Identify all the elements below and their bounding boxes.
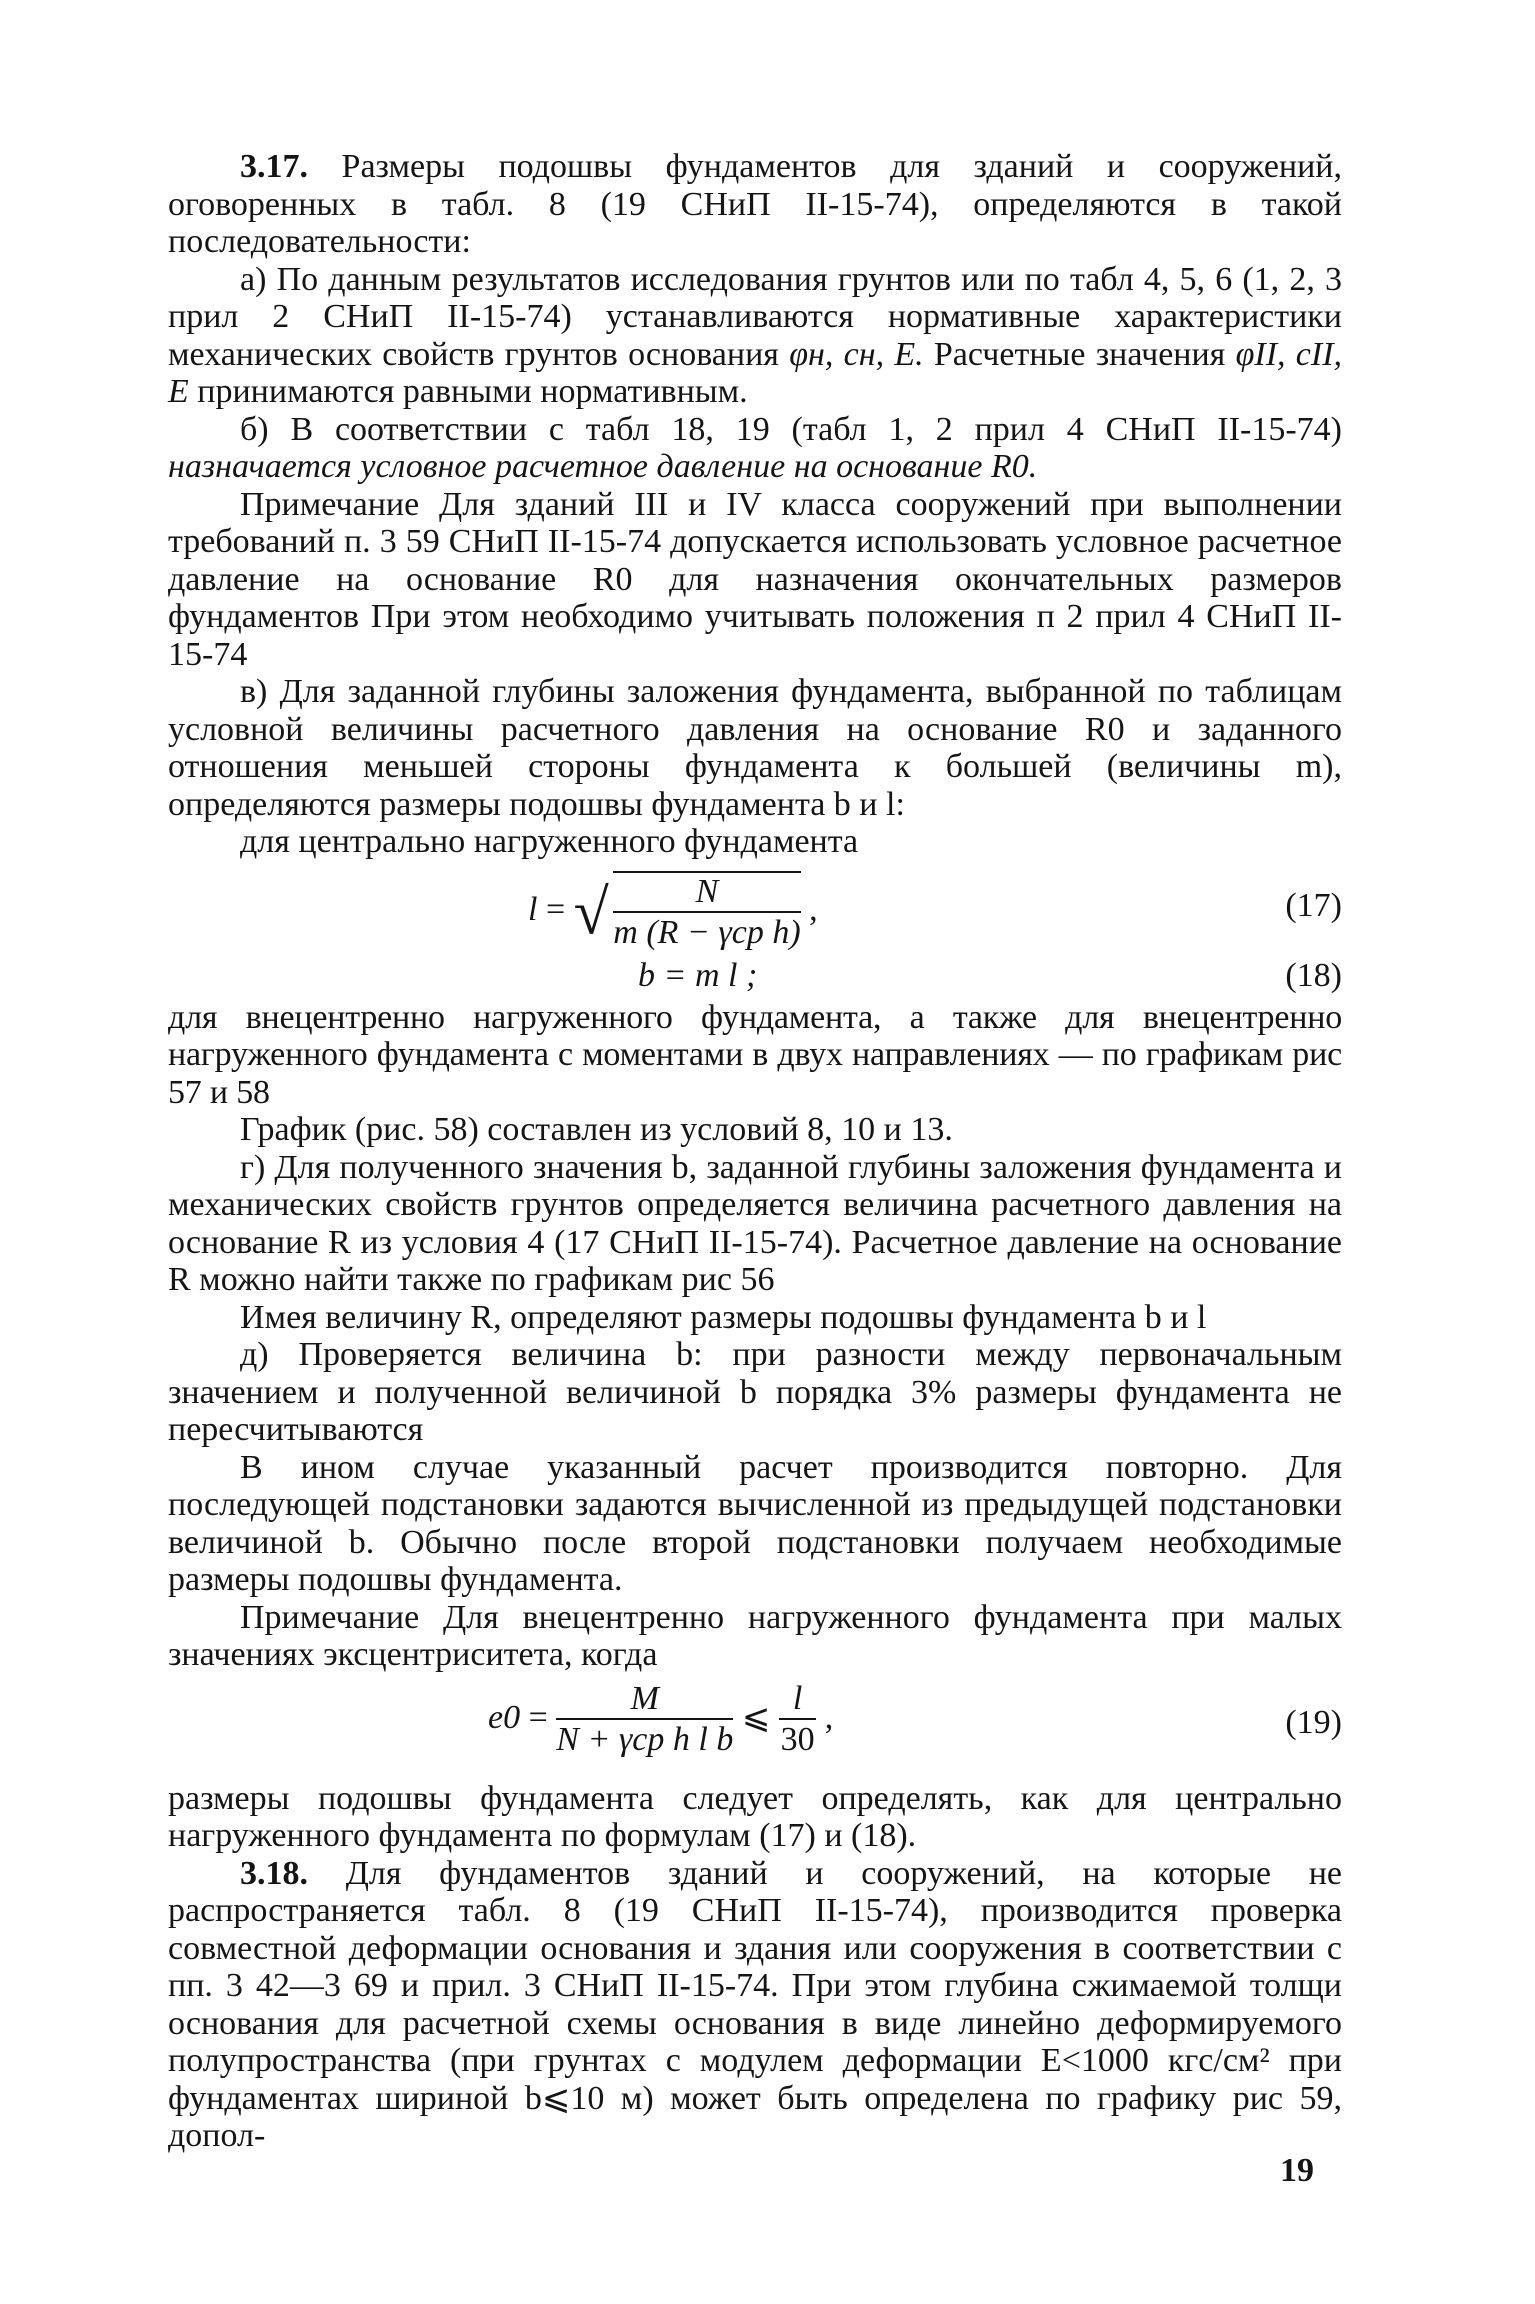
after-19	[168, 1780, 1342, 1855]
formula-19-numerator: M	[556, 1680, 733, 1720]
page-number: 19	[1280, 2152, 1314, 2189]
formula-17-denominator: m (R − γср h)	[613, 913, 801, 951]
formula-18-body: b = m l ;	[638, 956, 758, 994]
paragraph-text: б) В соответствии с табл 18, 19 (табл 1, 2 прил 4 СНиП II-15-74)	[240, 410, 1342, 448]
otherwise	[168, 1449, 1342, 1599]
paragraph-text: размеры подошвы фундамента следует определять, как для центрально нагруженного фундамента по формулам (17) и (18).	[168, 1779, 1342, 1854]
formula-18	[168, 957, 1342, 999]
having-r	[168, 1299, 1342, 1337]
paragraph-text: д) Проверяется величина b: при разности между первоначальным значением и полученной величиной b порядка 3% размеры фундамента не пересчитываются	[168, 1336, 1342, 1448]
math-phi-c-e: φн, cн, E.	[789, 335, 924, 373]
equation-number-18: (18)	[1285, 956, 1342, 994]
formula-17-body: l = √ $\frac{N}{\text{m (R − γср h)}}$ ,	[528, 872, 818, 951]
paragraph-text: в) Для заданной глубины заложения фундамента, выбранной по таблицам условной величины расчетного давления на основание R0 и заданного отношения меньшей стороны фундамента к большей (величины m), определяются размеры подошвы фундамента b и l:	[168, 673, 1342, 823]
paragraph-text: График (рис. 58) составлен из условий 8, 10 и 13.	[240, 1111, 953, 1148]
math-phi-c-e: φII, cII, E	[168, 335, 1343, 410]
paragraph-text: для внецентренно нагруженного фундамента, а также для внецентренно нагруженного фундамента с моментами в двух направлениях — по графикам рис 57 и 58	[168, 998, 1342, 1111]
section-number: 3.17.	[240, 148, 308, 185]
graph-note	[168, 1111, 1342, 1149]
note-2	[168, 1599, 1342, 1674]
equation-number-17: (17)	[1285, 886, 1342, 924]
formula-19-body: e0 = $\frac{M}{\text{N + γср h l b}}$ ⩽ $\frac{l}{30}$ ,	[488, 1679, 834, 1758]
paragraph-text: Для фундаментов зданий и сооружений, на которые не распространяется табл. 8 (19 СНиП II-15-74), производится проверка совместной деформации основания и здания или сооружения в соответствии с пп. 3 42—3 69 и прил. 3 СНиП II-15-74. При этом глубина сжимаемой толщи основания для расчетной схемы основания в виде линейно деформируемого полупространства (при грунтах с модулем деформации E<1000 кгс/см² при фундаментах шириной b⩽10 м) может быть определена по графику рис 59, допол-	[168, 1854, 1342, 2154]
formula-19-denominator: N + γср h l b	[556, 1720, 734, 1758]
formula-19-relation: ⩽	[741, 1698, 771, 1736]
note-1	[168, 486, 1342, 674]
formula-19	[168, 1674, 1342, 1780]
item-g	[168, 1149, 1342, 1299]
paragraph-text: Имея величину R, определяют размеры подошвы фундамента b и l	[240, 1298, 1207, 1336]
item-v	[168, 673, 1342, 823]
paragraph-text: Примечание Для зданий III и IV класса сооружений при выполнении требований п. 3 59 СНиП II-15-74 допускается использовать условное расчетное давление на основание R0 для назначения окончательных размеров фундаментов При этом необходимо учитывать положения п 2 прил 4 СНиП II-15-74	[168, 485, 1342, 673]
formula-19-denominator-2: 30	[780, 1720, 815, 1758]
paragraph-3-17	[168, 148, 1342, 261]
paragraph-text-italic: назначается условное расчетное давление на основание R0.	[168, 448, 1038, 485]
item-a	[168, 261, 1342, 411]
item-b	[168, 411, 1342, 486]
central-load-line	[168, 823, 1342, 861]
paragraph-text: а) По данным результатов исследования грунтов или по табл 4, 5, 6 (1, 2, 3 прил 2 СНиП II-15-74) устанавливаются нормативные характеристики механических свойств грунтов основания	[168, 260, 1342, 373]
formula-19-numerator-2: l	[779, 1680, 816, 1720]
formula-17-numerator: N	[613, 873, 800, 913]
item-d	[168, 1336, 1342, 1449]
paragraph-text: В ином случае указанный расчет производится повторно. Для последующей подстановки задаются вычисленной из предыдущей подстановки величиной b. Обычно после второй подстановки получаем необходимые размеры подошвы фундамента.	[168, 1448, 1342, 1598]
paragraph-text: Размеры подошвы фундаментов для зданий и сооружений, оговоренных в табл. 8 (19 СНиП II-15-74), определяются в такой последовательности:	[168, 148, 1342, 260]
paragraph-text: Расчетные значения	[933, 335, 1226, 373]
section-number: 3.18.	[240, 1854, 308, 1892]
sqrt-icon: √	[573, 875, 609, 947]
eccentric-load-text	[168, 999, 1342, 1112]
formula-19-lhs: e0	[488, 1698, 521, 1736]
paragraph-text: принимаются равными нормативным.	[197, 373, 748, 410]
formula-17	[168, 861, 1342, 957]
paragraph-3-18	[168, 1855, 1342, 2155]
paragraph-text: Примечание Для внецентренно нагруженного фундамента при малых значениях эксцентриситета, когда	[168, 1598, 1342, 1673]
equation-number-19: (19)	[1285, 1703, 1342, 1741]
paragraph-text: для центрально нагруженного фундамента	[240, 823, 859, 860]
paragraph-text: г) Для полученного значения b, заданной глубины заложения фундамента и механических свойств грунтов определяется величина расчетного давления на основание R из условия 4 (17 СНиП II-15-74). Расчетное давление на основание R можно найти также по графикам рис 56	[168, 1148, 1342, 1298]
page-body	[168, 148, 1342, 2155]
